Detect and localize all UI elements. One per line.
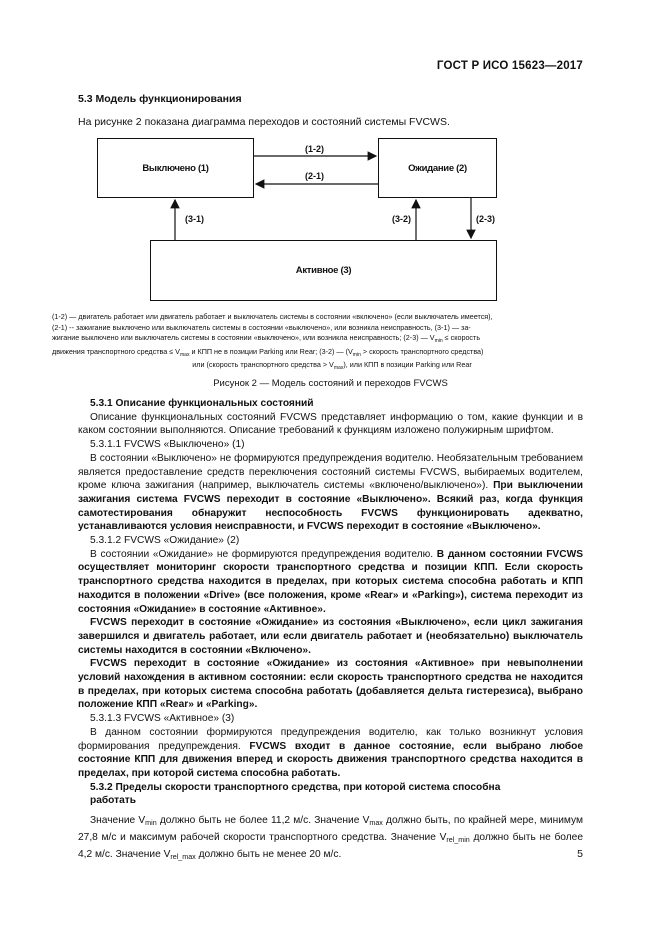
section-intro: На рисунке 2 показана диаграмма переходов и состояний системы FVCWS. xyxy=(78,116,450,128)
paragraph: FVCWS переходит в состояние «Ожидание» из состояния «Активное» при невыполнении условий нахождения в активном состоянии: если скорость транспортного средства не находится в пределах, при которых система способна работать (добавляется дельта гистерезиса), выбрано положение КПП «Rear» и «Parking». xyxy=(78,658,583,711)
paragraph: В состоянии «Выключено» не формируются предупреждения водителю. Необязательным требованием является предоставление средств переключения состояний системы FVCWS, выбираемых водителем, кроме ключа зажигания (например, выключатель системы «включено/выключено»). При выключении зажигания система FVCWS переходит в состояние «Выключено». Всякий раз, когда функция самотестирования обнаружит неспособность FVCWS функционировать адекватно, устанавливаются условия неисправности, и FVCWS переходит в состояние «Выключено». xyxy=(78,452,583,533)
section-title: 5.3 Модель функционирования xyxy=(78,93,242,105)
paragraph: Описание функциональных состояний FVCWS представляет информацию о том, какие функции и в каком состоянии выполняются. Описание требований к функциям изложено полужирным шрифтом. xyxy=(78,411,583,437)
note-line: (1-2) — двигатель работает или двигатель работает и выключатель системы в состоянии «включено» (если выключатель имеется), xyxy=(52,312,493,321)
label-3-2: (3-2) xyxy=(392,214,412,224)
note-line: движения транспортного средства ≤ $V_{max}$ и КПП не в позиции Parking или Rear; (3-2) — ($V_{min}$ > скорость транспортного средства) xyxy=(52,346,484,358)
paragraph: Значение $V_{min}$ должно быть не более 11,2 м/с. Значение $V_{max}$ должно быть, по крайней мере, минимум 27,8 м/с и максимум рабочей скорости транспортного средства. Значение $V_{rel\_min}$ должно быть не более 4,2 м/с. Значение $V_{rel\_max}$ должно быть не менее 20 м/с. xyxy=(78,815,584,861)
state-off-label: Выключено (1) xyxy=(142,162,209,174)
heading-5-3-2-cont: работать xyxy=(90,795,137,807)
label-3-1: (3-1) xyxy=(185,214,205,224)
paragraph: В состоянии «Ожидание» не формируются предупреждения водителю. В данном состоянии FVCWS осуществляет мониторинг скорости транспортного средства и позиции КПП. Если скорость транспортного средства находится в пределах, при которых система способна работать и КПП находится в положении «Drive» (все положения, кроме «Rear» и «Parking»), система переходит из состояния «Ожидание» в состояние «Активное». xyxy=(78,548,583,615)
note-line: или (скорость транспортного средства > $V_{max}$), или КПП в позиции Parking или Rear xyxy=(192,360,472,372)
heading-5-3-1-3: 5.3.1.3 FVCWS «Активное» (3) xyxy=(90,713,235,725)
paragraph: FVCWS переходит в состояние «Ожидание» из состояния «Выключено», если цикл зажигания завершился и двигатель работает, или если двигатель работает и (необязательно) выключатель системы находится в состоянии «Включено». xyxy=(78,617,583,656)
heading-5-3-1-1: 5.3.1.1 FVCWS «Выключено» (1) xyxy=(90,439,245,451)
label-2-3: (2-3) xyxy=(476,214,496,224)
body-text xyxy=(78,397,583,864)
heading-5-3-2: 5.3.2 Пределы скорости транспортного средства, при которой система способна xyxy=(90,781,501,793)
state-active-label: Активное (3) xyxy=(295,265,352,276)
figure-caption: Рисунок 2 — Модель состояний и переходов FVCWS xyxy=(213,378,448,389)
heading-5-3-1-2: 5.3.1.2 FVCWS «Ожидание» (2) xyxy=(90,535,240,547)
diagram-notes xyxy=(52,312,612,374)
document-header: ГОСТ Р ИСО 15623—2017 xyxy=(436,60,583,72)
note-line: жигание выключено или выключатель системы в состоянии «выключено», или возникла неисправность; (2-3) — $V_{min}$ ≤ скорость xyxy=(52,333,481,345)
note-line: (2-1) -- зажигание выключено или выключатель системы в состоянии «выключено», или возникла неисправность, (3-1) — за- xyxy=(52,322,471,332)
heading-5-3-1: 5.3.1 Описание функциональных состояний xyxy=(90,398,314,409)
label-1-2: (1-2) xyxy=(305,144,325,154)
state-standby-label: Ожидание (2) xyxy=(408,162,467,174)
paragraph: В данном состоянии формируются предупреждения водителю, как только возникнут условия формирования предупреждения. FVCWS входит в данное состояние, если выбрано любое состояние КПП для движения вперед и скорость движения транспортного средства находится в пределах, при которой система способна работать. xyxy=(78,726,583,779)
transition-arrows xyxy=(0,0,661,320)
label-2-1: (2-1) xyxy=(305,171,325,181)
page-number: 5 xyxy=(577,848,583,860)
